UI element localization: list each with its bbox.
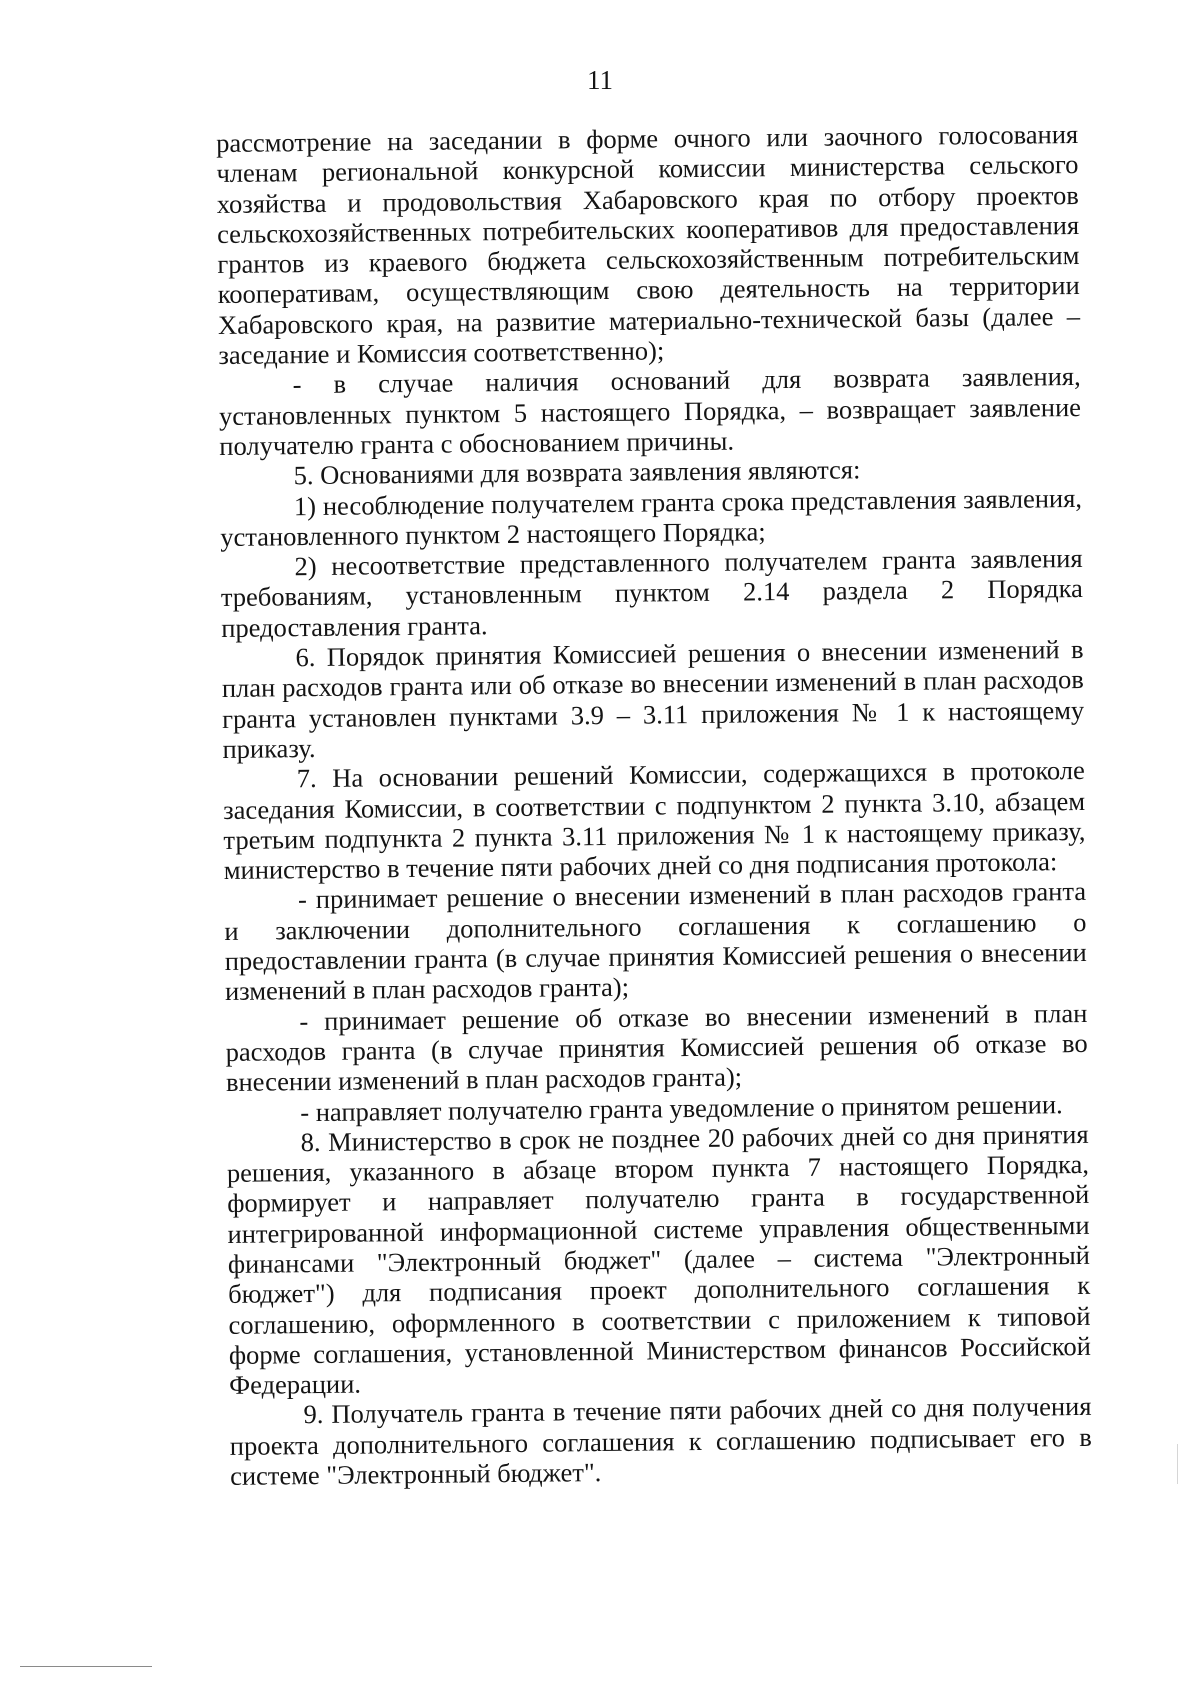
scan-edge-mark xyxy=(1177,1444,1178,1484)
footer-rule xyxy=(20,1666,152,1667)
paragraph: 6. Порядок принятия Комиссией решения о внесении изменений в план расходов гранта или об отказе во внесении изменений в план расходов гранта установлен пунктами 3.9 – 3.11 приложения № 1 к настоящему приказу. xyxy=(221,633,1085,764)
paragraph: 7. На основании решений Комиссии, содержащихся в протоколе заседания Комиссии, в соответствии с подпунктом 2 пункта 3.10, абзацем третьим подпункта 2 пункта 3.11 приложения № 1 к настоящему приказу, министерство в течение пяти рабочих дней со дня подписания протокола: xyxy=(222,755,1086,886)
paragraph: 1) несоблюдение получателем гранта срока представления заявления, установленного пунктом 2 настоящего Порядка; xyxy=(220,482,1083,552)
paragraph: рассмотрение на заседании в форме очного или заочного голосования членам региональной конкурсной комиссии министерства сельского хозяйства и продовольствия Хабаровского края по отбору проектов сельскохозяйственных потребительских кооперативов для предоставления грантов из краевого бюджета сельскохозяйственным потребительским кооперативам, осуществляющим свою деятельность на территории Хабаровского края, на развитие материально-технической базы (далее – заседание и Комиссия соответственно); xyxy=(216,118,1081,371)
page-number: 11 xyxy=(587,65,613,95)
paragraph: - принимает решение о внесении изменений в план расходов гранта и заключении дополнительного соглашения к соглашению о предоставлении гранта (в случае принятия Комиссией решения о внесении изменений в план расходов гранта); xyxy=(224,876,1087,1007)
document-body xyxy=(216,119,1092,1491)
paragraph: 2) несоответствие представленного получателем гранта заявления требованиям, установленным пунктом 2.14 раздела 2 Порядка предоставления гранта. xyxy=(220,543,1084,643)
paragraph: 9. Получатель гранта в течение пяти рабочих дней со дня получения проекта дополнительного соглашения к соглашению подписывает его в системе "Электронный бюджет". xyxy=(229,1391,1092,1491)
paragraph: - принимает решение об отказе во внесении изменений в план расходов гранта (в случае принятия Комиссией решения об отказе во внесении изменений в план расходов гранта); xyxy=(225,997,1088,1098)
paragraph: - в случае наличия оснований для возврата заявления, установленных пунктом 5 настоящего Порядка, – возвращает заявление получателю гранта с обоснованием причины. xyxy=(218,361,1082,461)
paragraph: 8. Министерство в срок не позднее 20 рабочих дней со дня принятия решения, указанного в абзаце втором пункта 7 настоящего Порядка, формирует и направляет получателю гранта в государственной интегрированной информационной системе управления общественными финансами "Электронный бюджет" (далее – система "Электронный бюджет") для подписания проект дополнительного соглашения к соглашению, оформленного в соответствии с приложением к типовой форме соглашения, установленной Министерством финансов Российской Федерации. xyxy=(226,1118,1091,1401)
paragraph: - направляет получателю гранта уведомление о принятом решении. xyxy=(300,1088,1063,1127)
paragraph: 5. Основаниями для возврата заявления являются: xyxy=(293,454,861,491)
